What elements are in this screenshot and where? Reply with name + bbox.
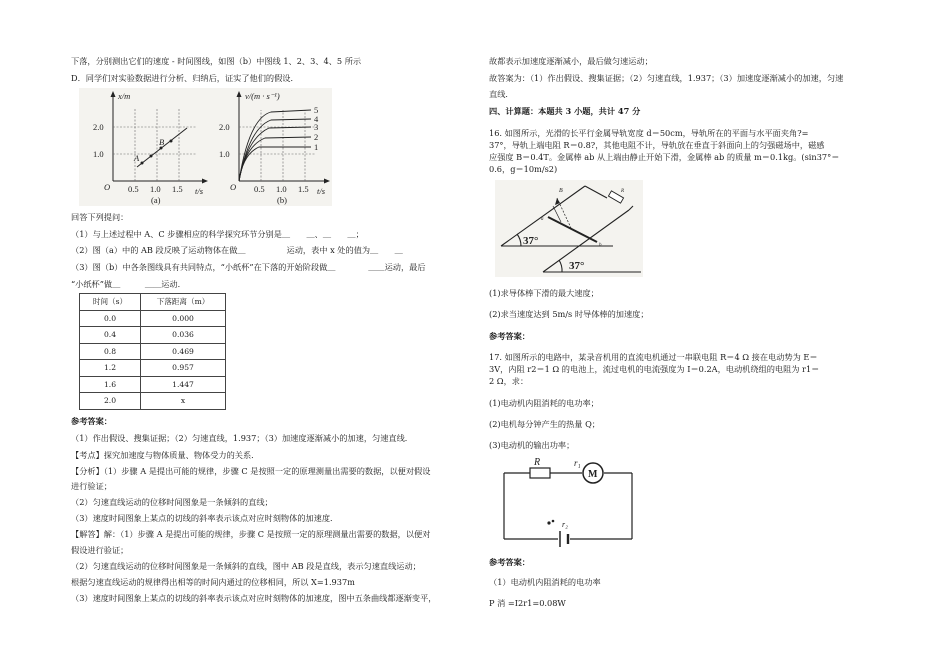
graph-b-ylabel: v/(m · s⁻¹) [245, 91, 280, 101]
data-table [79, 293, 226, 410]
answer-line: （3）速度时间图象上某点的切线的斜率表示该点对应时刻物体的加速度，图中五条曲线都逐渐变平， [71, 593, 437, 603]
question-2: （2）图（a）中的 AB 段反映了运动物体在做＿ 运动，表中 x 处的值为＿ ＿ [71, 245, 403, 255]
q17-part: (2)电机每分钟产生的热量 Q； [489, 419, 600, 429]
label-a: a [541, 217, 544, 222]
q16-text: 应强度 B＝0.4T。金属棒 ab 从上端由静止开始下滑，金属棒 ab 的质量 m＝0.1kg。(sin37°＝ [489, 152, 840, 162]
q16-part: (1)求导体棒下滑的最大速度； [489, 288, 599, 298]
graph-a-ytick: 1.0 [93, 149, 104, 159]
circuit-figure [496, 455, 642, 547]
graph-a-xlabel: t/s [195, 186, 204, 196]
answer-line: 【解答】解：（1）步骤 A 是提出可能的规律，步骤 C 是按照一定的原理测量出需要的数据，以便对 [71, 529, 431, 539]
answer-heading: 参考答案： [71, 416, 112, 426]
q16-text: 37°，导轨上端电阻 R＝0.8?，其他电阻不计，导轨放在垂直于斜面向上的匀强磁场中，磁感 [489, 140, 825, 150]
graph-b-xtick: 0.5 [254, 184, 265, 194]
table-row [80, 393, 226, 410]
graph-a-caption: (a) [151, 195, 161, 205]
incline-rails-figure [495, 180, 643, 277]
label-r2: r₂ [562, 520, 568, 529]
answer-line: 【考点】探究加速度与物体质量、物体受力的关系． [71, 450, 260, 460]
table-row [80, 327, 226, 344]
label-b-field: B [559, 188, 563, 194]
answer-line: 进行验证； [71, 481, 112, 491]
table-cell: 0.036 [141, 327, 226, 344]
table-cell: x [141, 393, 226, 410]
table-cell: 0.0 [80, 310, 141, 327]
angle-label: 37° [569, 260, 585, 272]
table-cell: 0.469 [141, 343, 226, 360]
table-header-cell: 下落距离（m） [141, 294, 226, 311]
graph-a-ylabel: x/m [118, 91, 131, 101]
table-cell: 0.957 [141, 360, 226, 377]
graph-b-ytick: 1.0 [219, 149, 230, 159]
question-1: （1）与上述过程中 A、C 步骤相应的科学探究环节分别是＿ ＿、＿ ＿； [71, 229, 364, 239]
text-line: 直线． [489, 89, 514, 99]
answer-line: （2）匀速直线运动的位移时间图象是一条倾斜的直线，图中 AB 段是直线，表示匀速直线运动； [71, 561, 421, 571]
q16-part: (2)求当速度达到 5m/s 时导体棒的加速度； [489, 309, 649, 319]
graph-a-ytick: 2.0 [93, 122, 104, 132]
answer-line: （2）匀速直线运动的位移时间图象是一条倾斜的直线； [71, 497, 273, 507]
motion-graphs-figure [79, 88, 332, 206]
text-line: D．同学们对实验数据进行分析、归纳后，证实了他们的假设． [71, 73, 299, 83]
table-row [80, 376, 226, 393]
graph-a-point-b: B [159, 137, 165, 147]
table-header-row [80, 294, 226, 311]
graph-a-xtick: 0.5 [128, 184, 139, 194]
text-line: 故都表示加速度逐渐减小，最后做匀速运动； [489, 56, 653, 66]
q16-text: 0.6，g＝10m/s2) [489, 164, 558, 174]
q17-part: (3)电动机的输出功率； [489, 440, 575, 450]
text-line: 下落，分别测出它们的速度 - 时间图线，如图（b）中图线 1、2、3、4、5 所示 [71, 56, 362, 66]
angle-label: 37° [523, 235, 539, 247]
graph-b-caption: (b) [277, 195, 287, 205]
graph-a-point-a: A [134, 153, 140, 163]
table-row [80, 343, 226, 360]
graph-b-ytick: 2.0 [219, 122, 230, 132]
answer-line: 假设进行验证； [71, 545, 129, 555]
motor-icon: M [588, 469, 598, 480]
table-cell: 2.0 [80, 393, 141, 410]
q16-text: 16. 如图所示，光滑的长平行金属导轨宽度 d＝50cm，导轨所在的平面与水平面夹角?= [489, 128, 809, 138]
text-line: 回答下列提问： [71, 212, 129, 222]
answer-line: （1）电动机内阻消耗的电功率 [489, 577, 601, 587]
graph-b-xlabel: t/s [317, 186, 326, 196]
graph-b-curve-label: 2 [314, 132, 319, 142]
q17-part: (1)电动机内阻消耗的电功率； [489, 398, 599, 408]
question-3-cont: “小纸杯”做＿ ＿＿运动． [71, 279, 186, 289]
graph-b-curve-label: 3 [314, 122, 319, 132]
table-row [80, 360, 226, 377]
answer-line: P 消 =I2r1=0.08W [489, 598, 566, 608]
answer-line: 【分析】（1）步骤 A 是提出可能的规律，步骤 C 是按照一定的原理测量出需要的数据，以便对假设 [71, 466, 431, 476]
answer-line: 根据匀速直线运动的规律得出相等的时间内通过的位移相同，所以 X=1.937m [71, 577, 355, 587]
graph-b-curve-label: 5 [314, 105, 319, 115]
graph-a-origin: O [104, 182, 111, 192]
answer-line: （1）作出假设、搜集证据；（2）匀速直线，1.937；（3）加速度逐渐减小的加速，匀速直线． [71, 433, 413, 443]
section-heading: 四、计算题：本题共 3 小题，共计 47 分 [489, 106, 641, 116]
table-cell: 0.8 [80, 343, 141, 360]
graph-b-curve-label: 1 [314, 142, 319, 152]
table-cell: 0.000 [141, 310, 226, 327]
q17-text: 17. 如图所示的电路中，某录音机用的直流电机通过一串联电阻 R＝4 Ω 接在电动势为 E＝ [489, 352, 818, 362]
table-cell: 1.6 [80, 376, 141, 393]
answer-heading: 参考答案： [489, 331, 530, 341]
table-cell: 1.447 [141, 376, 226, 393]
q17-text: 2 Ω，求： [489, 376, 529, 386]
text-line: 故答案为：（1）作出假设、搜集证据；（2）匀速直线，1.937；（3）加速度逐渐减小的加速，匀速 [489, 73, 844, 83]
graph-b-xtick: 1.5 [298, 184, 309, 194]
graph-b-origin: O [230, 182, 237, 192]
label-b: b [599, 243, 602, 248]
answer-line: （3）速度时间图象上某点的切线的斜率表示该点对应时刻物体的加速度． [71, 513, 339, 523]
question-3: （3）图（b）中各条图线具有共同特点，“小纸杯”在下落的开始阶段做＿ ＿＿运动，最后 [71, 262, 426, 272]
q17-text: 3V，内阻 r2＝1 Ω 的电池上，流过电机的电流强度为 I＝0.2A，电动机绕组的电阻为 r1＝ [489, 364, 820, 374]
table-cell: 0.4 [80, 327, 141, 344]
table-row [80, 310, 226, 327]
answer-heading: 参考答案： [489, 557, 530, 567]
label-r: R [621, 189, 625, 194]
graph-a-xtick: 1.5 [172, 184, 183, 194]
graph-b-xtick: 1.0 [276, 184, 287, 194]
label-resistor-r: R [534, 457, 541, 468]
graph-b-curve-label: 4 [314, 114, 319, 124]
table-header-cell: 时间（s） [80, 294, 141, 311]
graph-a-xtick: 1.0 [150, 184, 161, 194]
table-cell: 1.2 [80, 360, 141, 377]
label-r1: r₁ [574, 458, 581, 468]
